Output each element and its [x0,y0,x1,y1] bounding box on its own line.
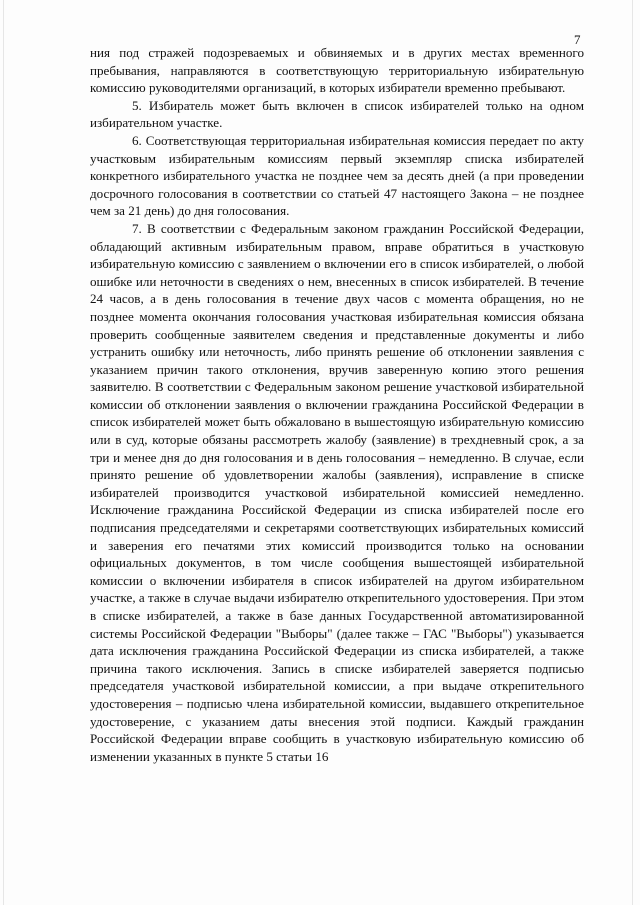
scan-edge-left [3,0,4,905]
document-body [90,44,584,765]
paragraph-item-6: 6. Соответствующая территориальная избирательная комиссия передает по акту участковым избирательным комиссиям первый экземпляр списка избирателей конкретного избирательного участка не позднее чем за десять дней (а при проведении досрочного голосования в соответствии со статьей 47 настоящего Закона – не позднее чем за 21 день) до дня голосования. [90,132,584,219]
paragraph-continuation: ния под стражей подозреваемых и обвиняемых и в других местах временного пребывания, направляются в соответствующую территориальную избирательную комиссию руководителями организаций, в которых избиратели временно пребывают. [90,45,584,96]
paragraph-item-7: 7. В соответствии с Федеральным законом гражданин Российской Федерации, обладающий активным избирательным правом, вправе обратиться в участковую избирательную комиссию с заявлением о включении его в список избирателей, о любой ошибке или неточности в сведениях о нем, внесенных в список избирателей. В течение 24 часов, а в день голосования в течение двух часов с момента обращения, но не позднее момента окончания голосования участковая избирательная комиссия обязана проверить сообщенные заявителем сведения и представленные документы и либо устранить ошибку или неточность, либо принять решение об отклонении заявления с указанием причин такого отклонения, вручив заверенную копию этого решения заявителю. В соответствии с Федеральным законом решение участковой избирательной комиссии об отклонении заявления о включении гражданина Российской Федерации в список избирателей может быть обжаловано в вышестоящую избирательную комиссию или в суд, которые обязаны рассмотреть жалобу (заявление) в трехдневный срок, а за три и менее дня до дня голосования и в день голосования – немедленно. В случае, если принято решение об удовлетворении жалобы (заявления), исправление в списке избирателей производится участковой избирательной комиссией немедленно. Исключение гражданина Российской Федерации из списка избирателей после его подписания председателями и секретарями соответствующих избирательных комиссий и заверения его печатями этих комиссий производится только на основании официальных документов, в том числе сообщения вышестоящей избирательной комиссии о включении избирателя в список избирателей на другом избирательном участке, а также в случае выдачи избирателю открепительного удостоверения. При этом в списке избирателей, а также в базе данных Государственной автоматизированной системы Российской Федерации "Выборы" (далее также – ГАС "Выборы") указывается дата исключения гражданина Российской Федерации из списка избирателей, а также причина такого исключения. Запись в списке избирателей заверяется подписью председателя участковой избирательной комиссии, а при выдаче открепительного удостоверения – подписью члена избирательной комиссии, выдавшего открепительное удостоверение, с указанием даты внесения этой подписи. Каждый гражданин Российской Федерации вправе сообщить в участковую избирательную комиссию об изменении указанных в пункте 5 статьи 16 [90,220,584,764]
paragraph-item-5: 5. Избиратель может быть включен в список избирателей только на одном избирательном участке. [90,97,584,131]
page-number: 7 [574,32,581,47]
scan-edge-right [632,0,633,905]
